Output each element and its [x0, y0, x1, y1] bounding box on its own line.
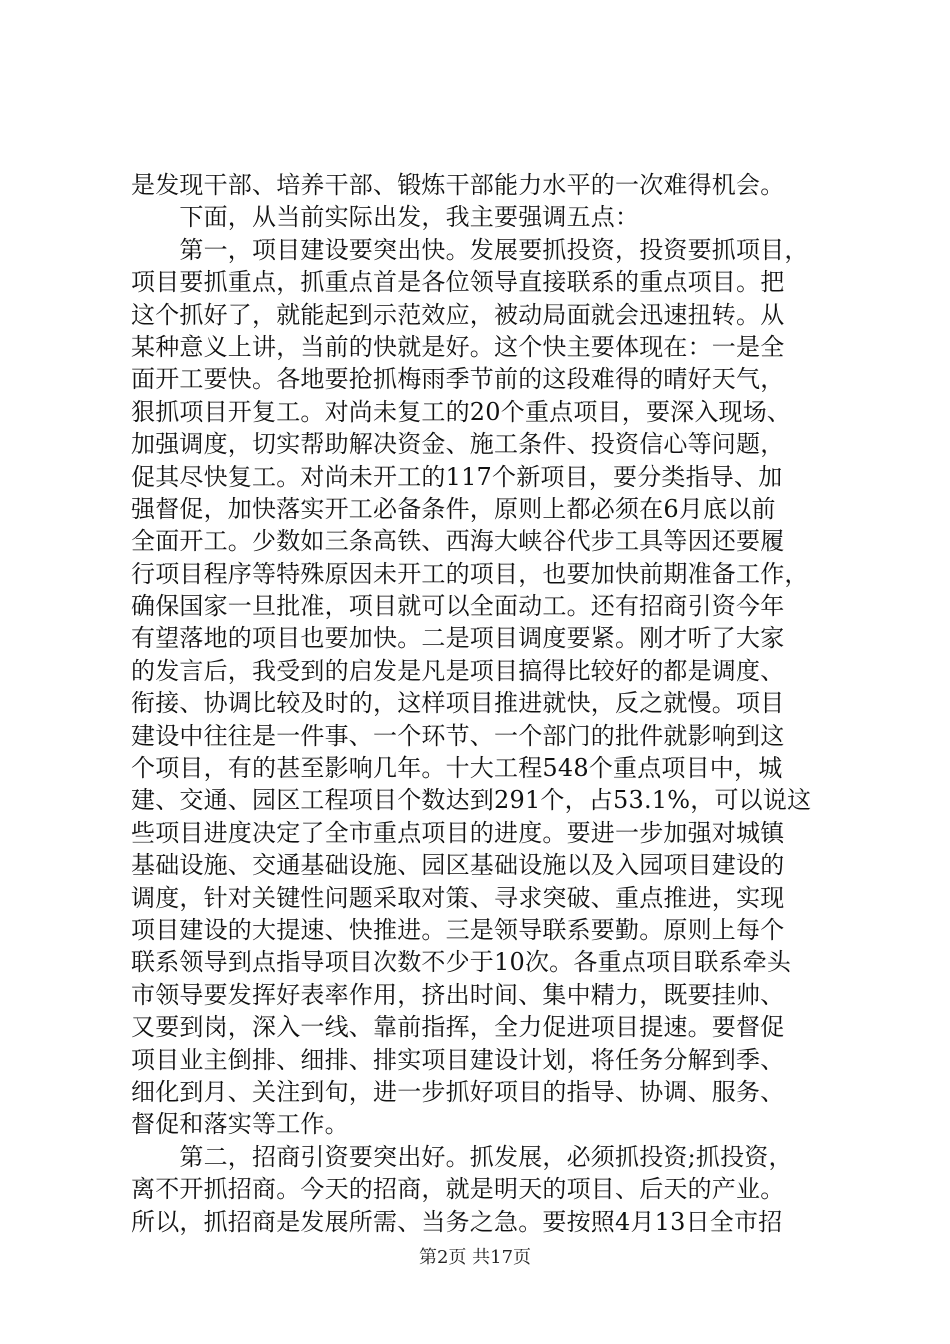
text-line: 行项目程序等特殊原因未开工的项目，也要加快前期准备工作， [131, 559, 809, 588]
text-line: 的发言后，我受到的启发是凡是项目搞得比较好的都是调度、 [131, 656, 785, 685]
text-line: 项目要抓重点，抓重点首是各位领导直接联系的重点项目。把 [131, 268, 785, 297]
text-line: 市领导要发挥好表率作用，挤出时间、集中精力，既要挂帅、 [131, 980, 785, 1009]
text-line: 第一，项目建设要突出快。发展要抓投资，投资要抓项目， [131, 235, 809, 264]
text-line: 第二，招商引资要突出好。抓发展，必须抓投资;抓投资， [131, 1142, 793, 1171]
text-line: 调度，针对关键性问题采取对策、寻求突破、重点推进，实现 [131, 883, 785, 912]
text-line: 是发现干部、培养干部、锻炼干部能力水平的一次难得机会。 [131, 171, 785, 199]
text-line: 下面，从当前实际出发，我主要强调五点： [131, 203, 640, 232]
text-line: 某种意义上讲，当前的快就是好。这个快主要体现在：一是全 [131, 332, 785, 361]
text-line: 所以，抓招商是发展所需、当务之急。要按照4月13日全市招 [131, 1207, 783, 1236]
text-line: 这个抓好了，就能起到示范效应，被动局面就会迅速扭转。从 [131, 300, 785, 329]
text-line: 基础设施、交通基础设施、园区基础设施以及入园项目建设的 [131, 851, 785, 880]
text-line: 项目业主倒排、细排、排实项目建设计划，将任务分解到季、 [131, 1045, 785, 1074]
text-line: 确保国家一旦批准，项目就可以全面动工。还有招商引资今年 [131, 592, 785, 621]
text-line: 有望落地的项目也要加快。二是项目调度要紧。刚才听了大家 [131, 624, 785, 653]
text-line: 促其尽快复工。对尚未开工的117个新项目，要分类指导、加 [131, 462, 783, 491]
text-line: 全面开工。少数如三条高铁、西海大峡谷代步工具等因还要履 [131, 527, 785, 556]
text-line: 督促和落实等工作。 [131, 1110, 349, 1139]
text-line: 离不开抓招商。今天的招商，就是明天的项目、后天的产业。 [131, 1175, 785, 1204]
page-number-footer: 第2页 共17页 [418, 1247, 532, 1268]
text-line: 建设中往往是一件事、一个环节、一个部门的批件就影响到这 [131, 721, 785, 750]
body-text [131, 169, 831, 1238]
text-line: 个项目，有的甚至影响几年。十大工程548个重点项目中，城 [131, 754, 783, 783]
text-line: 衔接、协调比较及时的，这样项目推进就快，反之就慢。项目 [131, 689, 785, 718]
text-line: 又要到岗，深入一线、靠前指挥，全力促进项目提速。要督促 [131, 1013, 785, 1042]
text-line: 狠抓项目开复工。对尚未复工的20个重点项目，要深入现场、 [131, 397, 792, 426]
text-line: 面开工要快。各地要抢抓梅雨季节前的这段难得的晴好天气， [131, 365, 785, 394]
text-line: 些项目进度决定了全市重点项目的进度。要进一步加强对城镇 [131, 818, 785, 847]
text-line: 联系领导到点指导项目次数不少于10次。各重点项目联系牵头 [131, 948, 792, 977]
text-line: 细化到月、关注到旬，进一步抓好项目的指导、协调、服务、 [131, 1077, 785, 1106]
text-line: 强督促，加快落实开工必备条件，原则上都必须在6月底以前 [131, 494, 776, 523]
text-line: 建、交通、园区工程项目个数达到291个，占53.1%，可以说这 [131, 786, 812, 815]
text-line: 加强调度，切实帮助解决资金、施工条件、投资信心等问题， [131, 430, 785, 459]
text-line: 项目建设的大提速、快推进。三是领导联系要勤。原则上每个 [131, 915, 785, 944]
